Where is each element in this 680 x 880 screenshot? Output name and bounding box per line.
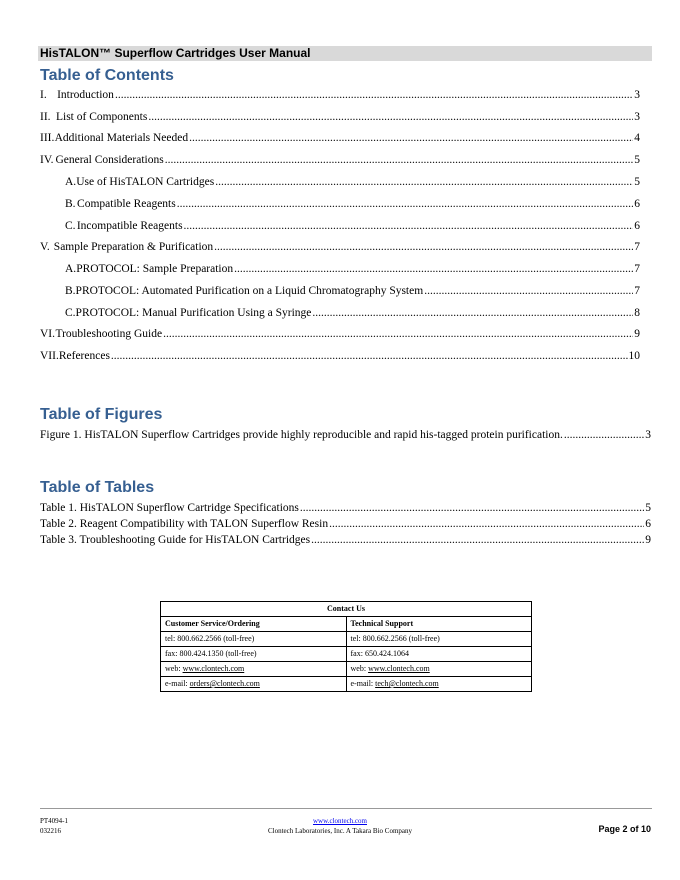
leader-dots <box>312 306 633 320</box>
toc-entry-number: III. <box>40 132 55 144</box>
toc-entry[interactable] <box>40 240 640 254</box>
toc-entry-label: Troubleshooting Guide <box>55 328 163 340</box>
toc-entry-number: C. <box>65 220 76 232</box>
toc-heading: Table of Contents <box>40 67 174 84</box>
toc-entry[interactable] <box>40 349 640 363</box>
leader-dots <box>148 110 633 124</box>
table-entry-label: Table 3. Troubleshooting Guide for HisTALON Cartridges <box>40 534 311 546</box>
toc-subentry[interactable] <box>65 306 640 320</box>
toc-subentry[interactable] <box>65 284 640 298</box>
footer-divider <box>40 808 652 809</box>
toc-entry-label: Use of HisTALON Cartridges <box>76 176 215 188</box>
cs-web-prefix: web: <box>165 664 183 673</box>
table-entry-label: Table 2. Reagent Compatibility with TALON Superflow Resin <box>40 518 329 530</box>
toc-entry[interactable] <box>40 327 640 341</box>
ts-email <box>346 677 532 692</box>
toc-entry-page: 3 <box>634 89 640 101</box>
toc-entry-number: VII. <box>40 350 59 362</box>
ts-web-prefix: web: <box>350 664 369 673</box>
ts-fax: fax: 650.424.1064 <box>346 647 532 662</box>
doc-number: PT4094-1 <box>40 817 68 825</box>
toc-subentry[interactable] <box>65 197 640 211</box>
leader-dots <box>163 327 633 341</box>
toc-entry-number: C. <box>65 307 76 319</box>
toc-entry-page: 5 <box>634 154 640 166</box>
toc-entry-number: IV. <box>40 154 54 166</box>
table-entry-page: 5 <box>645 502 651 514</box>
contact-table-title: Contact Us <box>161 602 532 617</box>
cs-fax: fax: 800.424.1350 (toll-free) <box>161 647 347 662</box>
leader-dots <box>311 533 644 547</box>
ts-web <box>346 662 532 677</box>
toc-entry-page: 7 <box>634 285 640 297</box>
toc-entry-number: A. <box>65 176 77 188</box>
ts-email-prefix: e-mail: <box>350 679 376 688</box>
toc-entry-label: PROTOCOL: Automated Purification on a Liquid Chromatography System <box>75 285 424 297</box>
toc-subentry[interactable] <box>65 219 640 233</box>
toc-entry-number: B. <box>65 198 76 210</box>
cs-tel: tel: 800.662.2566 (toll-free) <box>161 632 347 647</box>
leader-dots <box>177 197 634 211</box>
footer-company: Clontech Laboratories, Inc. A Takara Bio Company <box>267 827 412 835</box>
toc-entry-number: II. <box>40 111 51 123</box>
document-header: HisTALON™ Superflow Cartridges User Manual <box>38 46 652 61</box>
toc-entry-label: Introduction <box>57 89 114 101</box>
contact-table <box>160 601 532 692</box>
table-entry-page: 9 <box>645 534 651 546</box>
footer-company-info <box>240 816 440 836</box>
footer-doc-info <box>40 816 68 836</box>
toc-entry-label: Compatible Reagents <box>77 198 176 210</box>
toc-entry-page: 6 <box>634 198 640 210</box>
toc-entry-number: A. <box>65 263 77 275</box>
table-entry[interactable] <box>40 501 651 515</box>
leader-dots <box>189 131 633 145</box>
cs-email <box>161 677 347 692</box>
toc-entry-page: 6 <box>634 220 640 232</box>
toc-subentry[interactable] <box>65 262 640 276</box>
toc-entry-page: 5 <box>634 176 640 188</box>
toc-entry-label: Incompatible Reagents <box>76 220 183 232</box>
toc-entry-label: References <box>58 350 110 362</box>
leader-dots <box>329 517 644 531</box>
table-entry-page: 6 <box>645 518 651 530</box>
toc-entry-page: 8 <box>634 307 640 319</box>
leader-dots <box>115 88 633 102</box>
leader-dots <box>424 284 633 298</box>
table-entry-label: Table 1. HisTALON Superflow Cartridge Specifications <box>40 502 299 514</box>
table-entry[interactable] <box>40 517 651 531</box>
ts-web-link[interactable]: www.clontech.com <box>368 664 430 673</box>
leader-dots <box>215 175 633 189</box>
toc-entry[interactable] <box>40 131 640 145</box>
page-number: Page 2 of 10 <box>598 824 651 834</box>
leader-dots <box>165 153 634 167</box>
toc-entry-page: 7 <box>634 263 640 275</box>
figure-entry-page: 3 <box>645 429 651 441</box>
customer-service-header: Customer Service/Ordering <box>161 617 347 632</box>
cs-email-link[interactable]: orders@clontech.com <box>189 679 260 688</box>
toc-entry[interactable] <box>40 88 640 102</box>
toc-entry[interactable] <box>40 110 640 124</box>
toc-entry-label: List of Components <box>55 111 148 123</box>
leader-dots <box>214 240 633 254</box>
toc-entry-page: 4 <box>634 132 640 144</box>
leader-dots <box>564 428 644 442</box>
toc-entry-page: 10 <box>628 350 640 362</box>
leader-dots <box>300 501 644 515</box>
toc-entry-label: Additional Materials Needed <box>54 132 189 144</box>
toc-entry-label: Sample Preparation & Purification <box>53 241 214 253</box>
cs-web-link[interactable]: www.clontech.com <box>182 664 245 673</box>
footer-website-link[interactable]: www.clontech.com <box>313 817 367 825</box>
toc-subentry[interactable] <box>65 175 640 189</box>
ts-email-link[interactable]: tech@clontech.com <box>375 679 439 688</box>
tables-heading: Table of Tables <box>40 479 155 496</box>
toc-entry-page: 7 <box>634 241 640 253</box>
figure-entry-label: Figure 1. HisTALON Superflow Cartridges provide highly reproducible and rapid his-tagged protein purification. <box>40 429 563 441</box>
table-entry[interactable] <box>40 533 651 547</box>
toc-entry-label: PROTOCOL: Manual Purification Using a Syringe <box>75 307 312 319</box>
cs-email-prefix: e-mail: <box>165 679 190 688</box>
leader-dots <box>184 219 634 233</box>
technical-support-header: Technical Support <box>346 617 532 632</box>
toc-entry-number: VI. <box>40 328 56 340</box>
leader-dots <box>111 349 628 363</box>
toc-entry[interactable] <box>40 153 640 167</box>
figures-heading: Table of Figures <box>40 406 163 423</box>
toc-entry-number: I. <box>40 89 47 101</box>
date-code: 032216 <box>40 827 61 835</box>
figure-entry[interactable] <box>40 428 651 442</box>
leader-dots <box>234 262 633 276</box>
ts-tel: tel: 800.662.2566 (toll-free) <box>346 632 532 647</box>
toc-entry-number: B. <box>65 285 76 297</box>
toc-entry-number: V. <box>40 241 50 253</box>
toc-entry-page: 3 <box>634 111 640 123</box>
cs-web <box>161 662 347 677</box>
toc-entry-label: PROTOCOL: Sample Preparation <box>76 263 234 275</box>
toc-entry-page: 9 <box>634 328 640 340</box>
toc-entry-label: General Considerations <box>55 154 164 166</box>
